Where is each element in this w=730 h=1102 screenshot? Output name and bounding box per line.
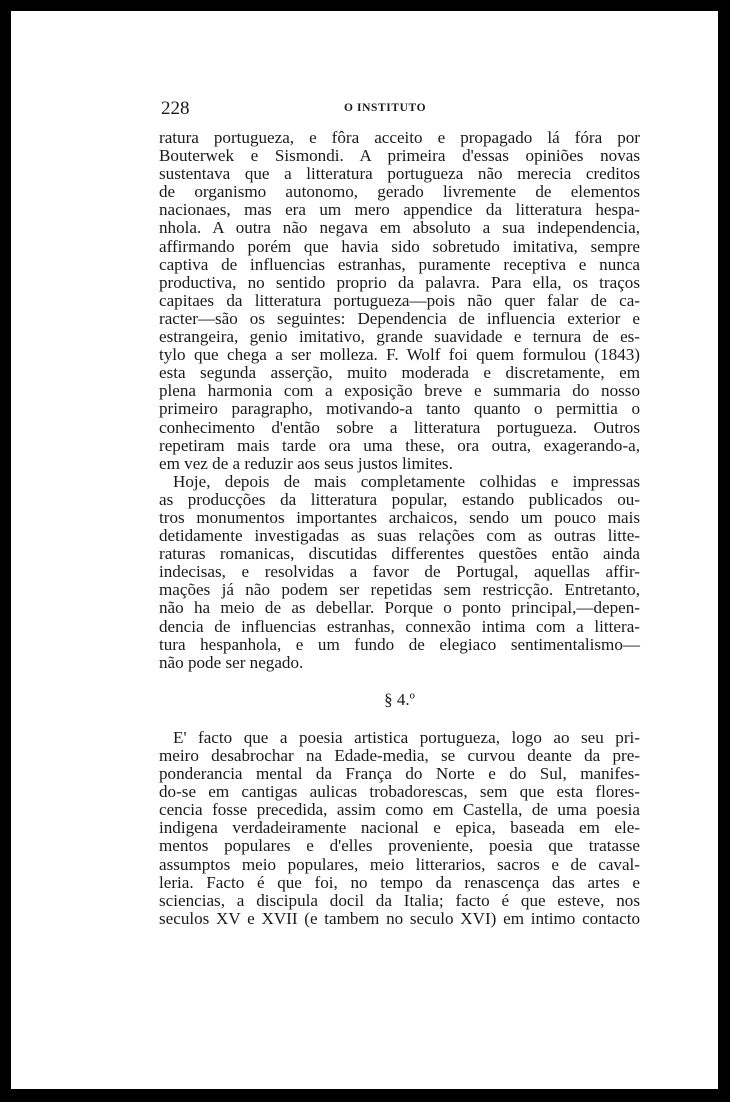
text-line: assumptos meio populares, meio litterarios, sacros e de caval- bbox=[159, 854, 640, 874]
page-number: 228 bbox=[161, 98, 190, 119]
text-line: nhola. A outra não negava em absoluto a sua independencia, bbox=[159, 218, 640, 238]
text-line: cencia fosse precedida, assim como em Castella, de uma poesia bbox=[159, 800, 640, 820]
paragraph-3 bbox=[159, 729, 640, 928]
text-line: esta segunda asserção, muito moderada e discretamente, em bbox=[159, 363, 640, 383]
text-line: em vez de a reduzir aos seus justos limites. bbox=[159, 453, 453, 473]
text-line: não ha meio de as debellar. Porque o ponto principal,—depen- bbox=[159, 598, 640, 618]
paragraph-2 bbox=[159, 473, 640, 672]
text-line: conhecimento d'então sobre a litteratura portugueza. Outros bbox=[159, 417, 640, 437]
text-line: estrangeira, genio imitativo, grande suavidade e ternura de es- bbox=[159, 327, 640, 347]
text-line: affirmando porém que havia sido sobretudo imitativa, sempre bbox=[159, 236, 640, 256]
running-title: O INSTITUTO bbox=[344, 102, 427, 114]
text-line: não pode ser negado. bbox=[159, 652, 304, 672]
text-line: sustentava que a litteratura portugueza não merecia creditos bbox=[159, 164, 640, 184]
text-line: tros monumentos importantes archaicos, sendo um pouco mais bbox=[159, 507, 640, 527]
text-line: as producções da litteratura popular, estando publicados ou- bbox=[159, 489, 640, 509]
text-line: nacionaes, mas era um mero appendice da litteratura hespa- bbox=[159, 200, 640, 220]
text-line: indecisas, e resolvidas a favor de Portugal, aquellas affir- bbox=[159, 562, 640, 582]
text-line: productiva, no sentido proprio da palavra. Para ella, os traços bbox=[159, 272, 640, 292]
text-line: do-se em cantigas aulicas trobadorescas, sem que esta flores- bbox=[159, 782, 640, 802]
text-line: detidamente investigadas as suas relações com as outras litte- bbox=[159, 526, 640, 546]
text-line: captiva de influencias estranhas, puramente receptiva e nunca bbox=[159, 254, 640, 274]
page-body bbox=[159, 129, 640, 928]
text-line: raturas romanicas, discutidas differentes questões então ainda bbox=[159, 544, 640, 564]
text-line: mentos populares e d'elles proveniente, poesia que tratasse bbox=[159, 836, 640, 856]
text-line: plena harmonia com a exposição breve e summaria do nosso bbox=[159, 381, 640, 401]
text-line: meiro desabrochar na Edade-media, se curvou deante da pre- bbox=[159, 746, 640, 765]
text-line: dencia de influencias estranhas, connexão intima com a littera- bbox=[159, 616, 640, 636]
text-line: leria. Facto é que foi, no tempo da renascença das artes e bbox=[159, 872, 640, 892]
text-line: ponderancia mental da França do Norte e do Sul, manifes- bbox=[159, 764, 640, 784]
text-line: Hoje, depois de mais completamente colhidas e impressas bbox=[173, 471, 640, 491]
paragraph-1 bbox=[159, 129, 640, 473]
text-line: primeiro paragrapho, motivando-a tanto quanto o permittia o bbox=[159, 399, 640, 419]
text-line: tura hespanhola, e um fundo de elegiaco sentimentalismo— bbox=[159, 634, 640, 654]
text-line: capitaes da litteratura portugueza—pois não quer falar de ca- bbox=[159, 290, 640, 310]
text-line: Bouterwek e Sismondi. A primeira d'essas opiniões novas bbox=[159, 146, 640, 166]
text-line: tylo que chega a ser molleza. F. Wolf foi quem formulou (1843) bbox=[159, 345, 640, 365]
text-line: mações já não podem ser repetidas sem restricção. Entretanto, bbox=[159, 580, 640, 600]
text-line: de organismo autonomo, gerado livremente de elementos bbox=[159, 182, 640, 202]
text-line: sciencias, a discipula docil da Italia; facto é que esteve, nos bbox=[159, 890, 640, 910]
section-heading: § 4.º bbox=[384, 689, 415, 709]
text-line: E' facto que a poesia artistica portugueza, logo ao seu pri- bbox=[173, 727, 640, 747]
text-line: racter—são os seguintes: Dependencia de influencia exterior e bbox=[159, 308, 640, 328]
running-header bbox=[161, 98, 641, 122]
text-line: repetiram mais tarde ora uma these, ora outra, exagerando-a, bbox=[159, 435, 640, 455]
text-line: seculos XV e XVII (e tambem no seculo XVI) em intimo contacto bbox=[159, 908, 640, 928]
book-page bbox=[11, 11, 718, 1089]
text-line: ratura portugueza, e fôra acceito e propagado lá fóra por bbox=[159, 128, 640, 147]
text-line: indigena verdadeiramente nacional e epica, baseada em ele- bbox=[159, 818, 640, 838]
